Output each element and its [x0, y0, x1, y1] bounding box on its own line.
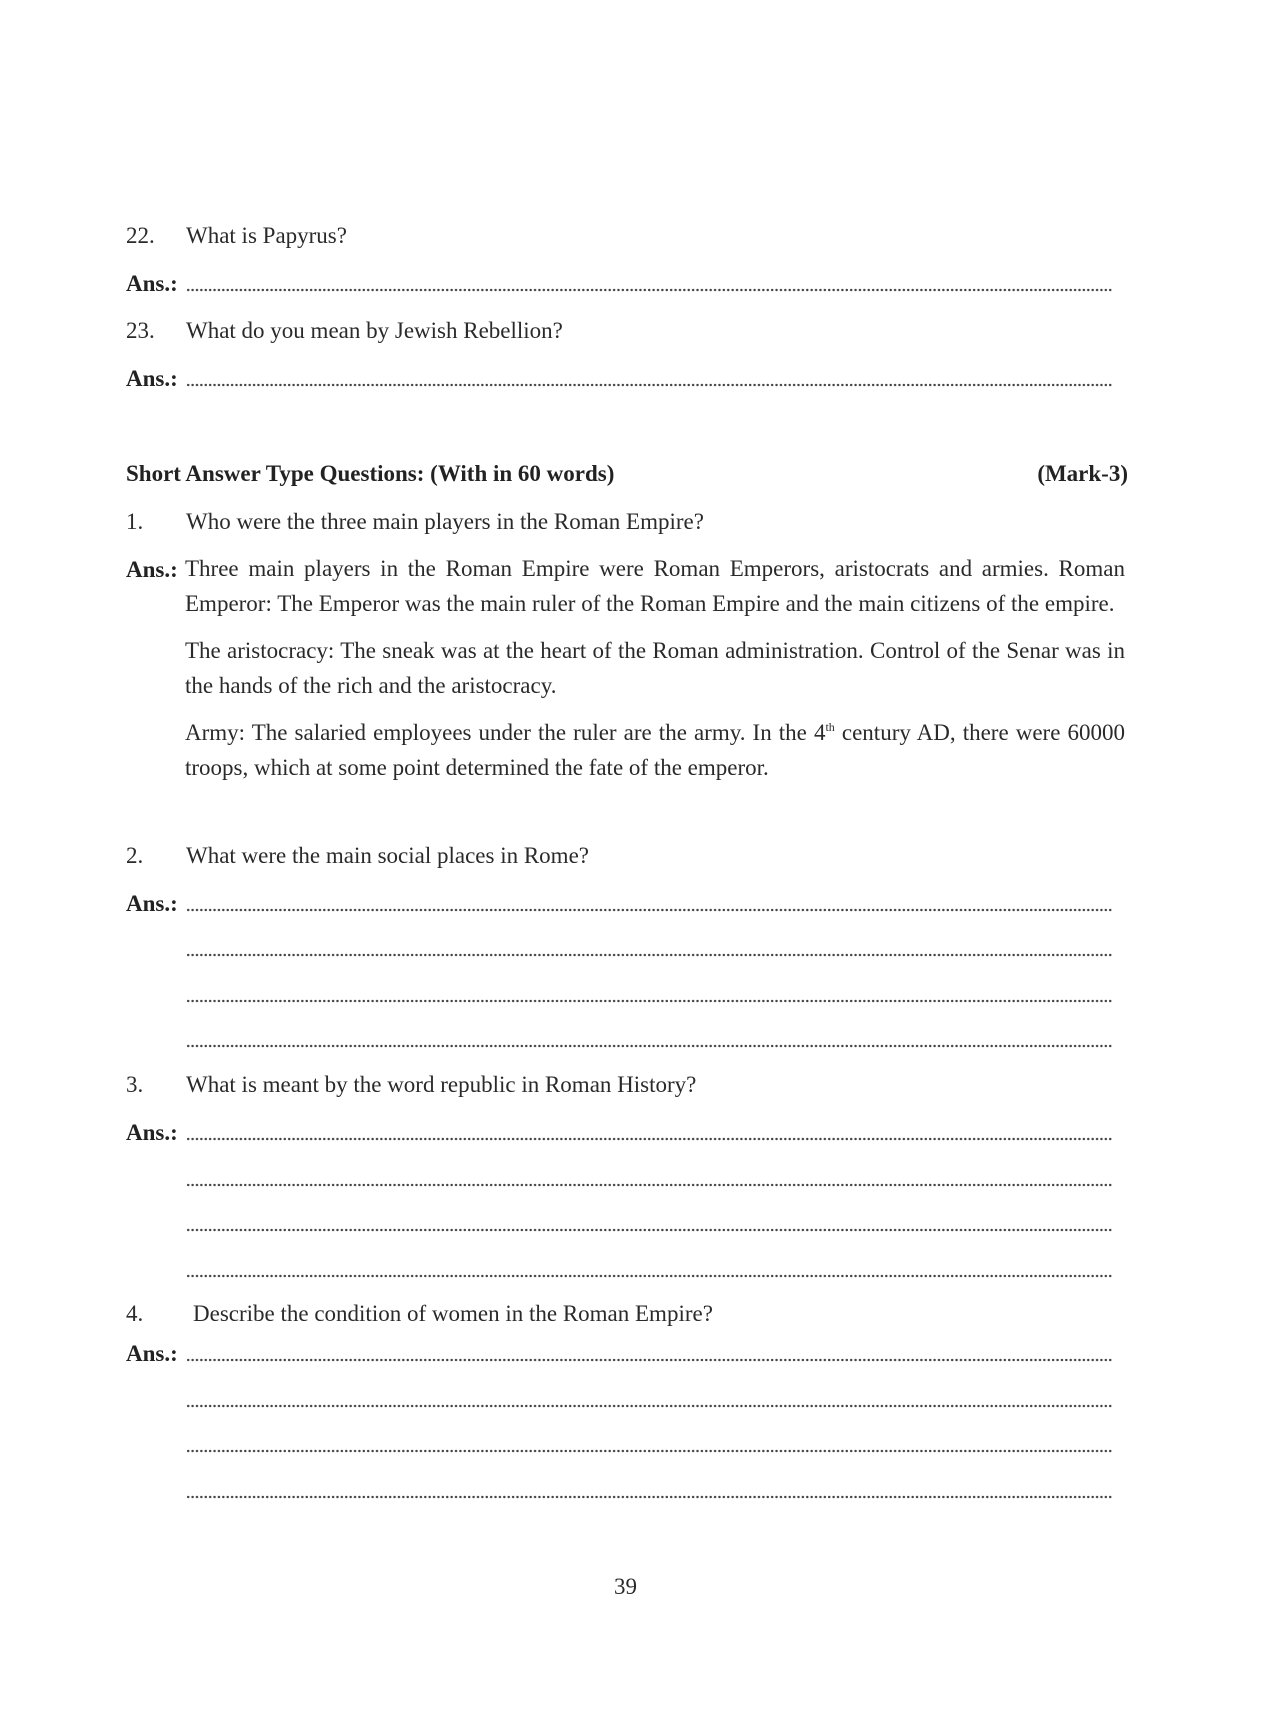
answer-line[interactable]	[186, 288, 1112, 292]
answer-body	[185, 551, 1125, 785]
answer-label: Ans.:	[126, 271, 178, 296]
answer-label: Ans.:	[126, 366, 178, 391]
answer-line[interactable]	[186, 1228, 1112, 1232]
answer-paragraph-3-start: Army: The salaried employees under the ruler are the army. In the 4	[185, 720, 826, 745]
answer-paragraph-3	[185, 715, 1125, 785]
question-text: Describe the condition of women in the Roman Empire?	[193, 1301, 713, 1326]
question-number: 22.	[126, 223, 155, 248]
question-text: What do you mean by Jewish Rebellion?	[186, 318, 563, 343]
answer-line[interactable]	[186, 1183, 1112, 1187]
question-text: Who were the three main players in the Roman Empire?	[186, 509, 704, 534]
answer-paragraph-3-end: century AD, there were 60000 troops, which at some point determined the fate of the emperor.	[185, 720, 1125, 780]
question-number: 4.	[126, 1301, 144, 1326]
section-marks: (Mark-3)	[1037, 461, 1128, 486]
section-title: Short Answer Type Questions: (With in 60 words)	[126, 461, 615, 486]
answer-line[interactable]	[186, 1404, 1112, 1408]
question-number: 1.	[126, 509, 144, 534]
answer-line[interactable]	[186, 1358, 1112, 1362]
answer-line[interactable]	[186, 1495, 1112, 1499]
answer-line[interactable]	[186, 383, 1112, 387]
ordinal-superscript: th	[825, 720, 835, 734]
answer-paragraph-2: The aristocracy: The sneak was at the heart of the Roman administration. Control of the Senar was in the hands of the rich and the aristocracy.	[185, 638, 1125, 698]
question-number: 3.	[126, 1072, 144, 1097]
question-text: What is Papyrus?	[186, 223, 347, 248]
answer-label: Ans.:	[126, 1341, 178, 1366]
question-text: What is meant by the word republic in Roman History?	[186, 1072, 697, 1097]
page-number: 39	[614, 1574, 637, 1599]
answer-line[interactable]	[186, 953, 1112, 957]
answer-paragraph-1: Three main players in the Roman Empire were Roman Emperors, aristocrats and armies. Roman Emperor: The Emperor was the main ruler of the Roman Empire and the main citizens of the empire.	[185, 556, 1125, 616]
answer-line[interactable]	[186, 908, 1112, 912]
answer-line[interactable]	[186, 1137, 1112, 1141]
answer-label: Ans.:	[126, 891, 178, 916]
answer-line[interactable]	[186, 1044, 1112, 1048]
answer-line[interactable]	[186, 1274, 1112, 1278]
answer-line[interactable]	[186, 999, 1112, 1003]
question-text: What were the main social places in Rome?	[186, 843, 589, 868]
answer-label: Ans.:	[126, 557, 178, 582]
question-number: 23.	[126, 318, 155, 343]
question-number: 2.	[126, 843, 144, 868]
answer-line[interactable]	[186, 1449, 1112, 1453]
answer-label: Ans.:	[126, 1120, 178, 1145]
